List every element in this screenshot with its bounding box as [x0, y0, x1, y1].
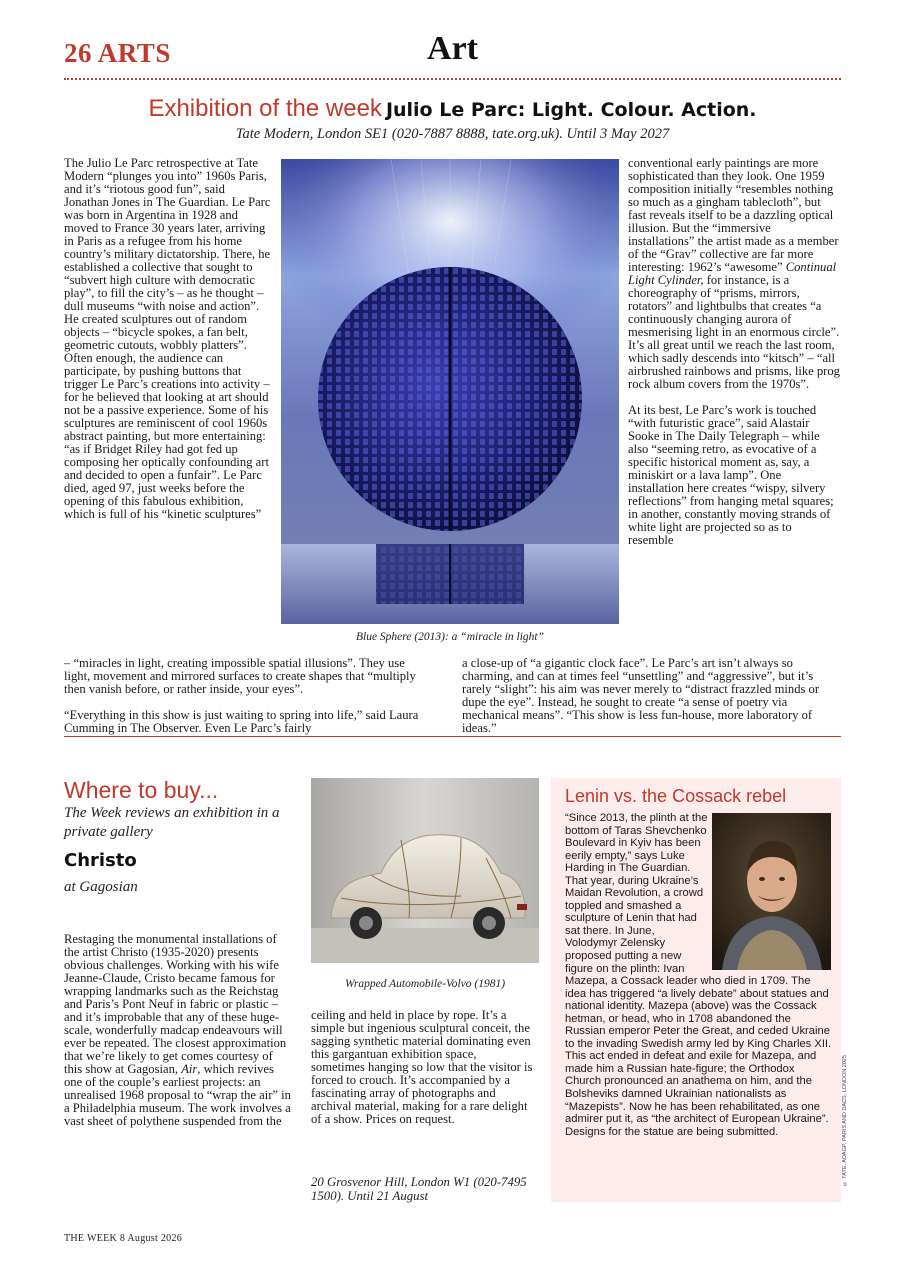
paragraph: ceiling and held in place by rope. It’s a simple but ingenious sculptural conceit, the sagging synthetic material dominating even this gargantuan exhibition space, sometimes hanging so low that the visitor is forced to crouch. It’s accompanied by a fascinating array of photographs and archival material, making for a rare delight of a show. Prices on request.	[311, 1008, 533, 1126]
feature-column-left	[64, 157, 272, 521]
blue-sphere-image	[281, 159, 619, 624]
paragraph: “Everything in this show is just waiting to spring into life,” said Laura Cumming in The Observer. Even Le Parc’s fairly	[64, 708, 419, 735]
sidebar-text: “Since 2013, the plinth at the bottom of Taras Shevchenko Boulevard in Kyiv has been eerily empty,” says Luke Harding in The Guardian. That year, during Ukraine’s Maidan Revolution, a crowd toppled and smashed a sculpture of Lenin that had sat there. In June, Volodymyr Zelensky proposed putting a new figure on the plinth: Ivan Mazepa, a Cossack leader who died in 1709. The idea has triggered “a lively debate” about statues and national identity. Mazepa (above) was the Cossack hetman, or head, who in 1708 abandoned the Russian emperor Peter the Great, and ceded Ukraine to the invading Swedish army led by King Charles XII. This act ended in defeat and exile for Mazepa, and made him a Russian hate-figure; the Orthodox Church pronounced an anathema on him, and the Bolsheviks damned Ukrainian nationalists as “Mazepists”. Now he has been rehabilitated, as one admirer put it, as “the architect of European Ukraine”. Designs for the statue are being submitted.	[565, 812, 832, 1138]
gallery-name: at Gagosian	[64, 879, 138, 895]
photo-credit: © TATE, ADAGP, PARIS AND DACS, LONDON 2025	[842, 1055, 848, 1187]
feature-title: Julio Le Parc: Light. Colour. Action.	[385, 99, 757, 121]
section-divider	[64, 736, 841, 737]
page-footer: THE WEEK 8 August 2026	[64, 1233, 183, 1244]
paragraph: – “miracles in light, creating impossible spatial illusions”. They use light, movement and mirrored surfaces to create shapes that “multiply then vanish before, or rather inside, your eyes”.	[64, 656, 416, 696]
paragraph: At its best, Le Parc’s work is touched “with futuristic grace”, said Alastair Sooke in The Daily Telegraph – while also “seeming retro, as evocative of a specific historical moment as, say, a miniskirt or a lava lamp”. One installation here creates “wispy, silvery reflections” from hanging metal squares; in another, constantly moving strands of white light are projected so as to resemble	[628, 403, 834, 547]
paragraph: a close-up of “a gigantic clock face”. Le Parc’s art isn’t always so charming, and can at times feel “unsettling” and “aggressive”, but it’s rarely “slight”: his aim was never merely to “distract frazzled minds or dupe the eye”. Instead, he sought to create “a sense of poetry via mechanical means”. “This show is less fun-house, more laboratory of ideas.”	[462, 656, 820, 735]
where-to-buy-subtitle: The Week reviews an exhibition in a private gallery	[64, 805, 280, 840]
car-image-caption: Wrapped Automobile-Volvo (1981)	[344, 978, 506, 990]
sidebar-title: Lenin vs. the Cossack rebel	[565, 786, 787, 806]
feature-image-caption: Blue Sphere (2013): a “miracle in light”	[355, 631, 545, 643]
where-to-buy-column-1	[64, 933, 294, 1128]
feature-venue: Tate Modern, London SE1 (020-7887 8888, tate.org.uk). Until 3 May 2027	[235, 126, 670, 142]
mazepa-portrait	[712, 813, 831, 970]
wrapped-car-image	[311, 778, 539, 963]
feature-lower-right	[462, 657, 842, 735]
paragraph: The Julio Le Parc retrospective at Tate Modern “plunges you into” 1960s Paris, and it’s “riotous good fun”, said Jonathan Jones in The Guardian. Le Parc was born in Argentina in 1928 and moved to France 30 years later, arriving in Paris as a refugee from his home country’s military dictatorship. There, he established a collective that sought to “subvert high culture with democratic play”, to fill the city’s – as he thought – dull museums “with noise and action”. He created sculptures out of random objects – “bicycle spokes, a fan belt, geometric cutouts, wobbly platters”. Often enough, the audience can participate, by pushing buttons that trigger Le Parc’s creations into activity – for he believed that looking at art should not be a passive experience. Some of his sculptures are reminiscent of cool 1960s abstract painting, but more entertaining: “as if Bridget Riley had got fed up composing her optically confounding art and decided to open a funfair”. Le Parc died, aged 97, just weeks before the opening of this fabulous exhibition, which is full of his “kinetic sculptures”	[64, 156, 271, 521]
feature-lower-left	[64, 657, 434, 735]
page-number: 26 ARTS	[64, 38, 171, 68]
feature-kicker: Exhibition of the week	[148, 95, 382, 122]
header-divider	[64, 78, 841, 80]
feature-headline	[64, 94, 841, 127]
section-title: Art	[427, 30, 478, 67]
paragraph: Restaging the monumental installations of the artist Christo (1935-2020) presents obvious challenges. Working with his wife Jeanne-Claude, Cristo became famous for wrapping landmarks such as the Reichstag and Paris’s Pont Neuf in fabric or plastic – and it’s improbable that any of these huge-scale, wonderfully madcap endeavours will ever be repeated. The closest approximation that we’re likely to get comes courtesy of this show at Gagosian, Air, which revives one of the couple’s earliest projects: an unrealised 1968 proposal to “wrap the air” in a Philadelphia museum. The work involves a vast sheet of polythene suspended from the	[64, 932, 291, 1128]
feature-column-right	[628, 157, 840, 547]
artist-name: Christo	[64, 850, 137, 871]
gallery-address: 20 Grosvenor Hill, London W1 (020-7495 1500). Until 21 August	[311, 1175, 527, 1203]
paragraph: conventional early paintings are more sophisticated than they look. One 1959 composition initially “resembles nothing so much as a gingham tablecloth”, but fast reveals itself to be a dazzling optical illusion. But the “immersive installations” the artist made as a member of the “Grav” collective are far more interesting: 1962’s “awesome” Continual Light Cylinder, for instance, is a choreography of “prisms, mirrors, rotators” and lightbulbs that creates “a continuously changing aurora of mesmerising light in an enormous circle”. It’s all great until we reach the last room, which sadly descends into “kitsch” – “all airbrushed rainbows and prisms, like prog rock album covers from the 1970s”.	[628, 156, 840, 391]
where-to-buy-column-2	[311, 1009, 533, 1126]
where-to-buy-title: Where to buy...	[64, 777, 219, 803]
